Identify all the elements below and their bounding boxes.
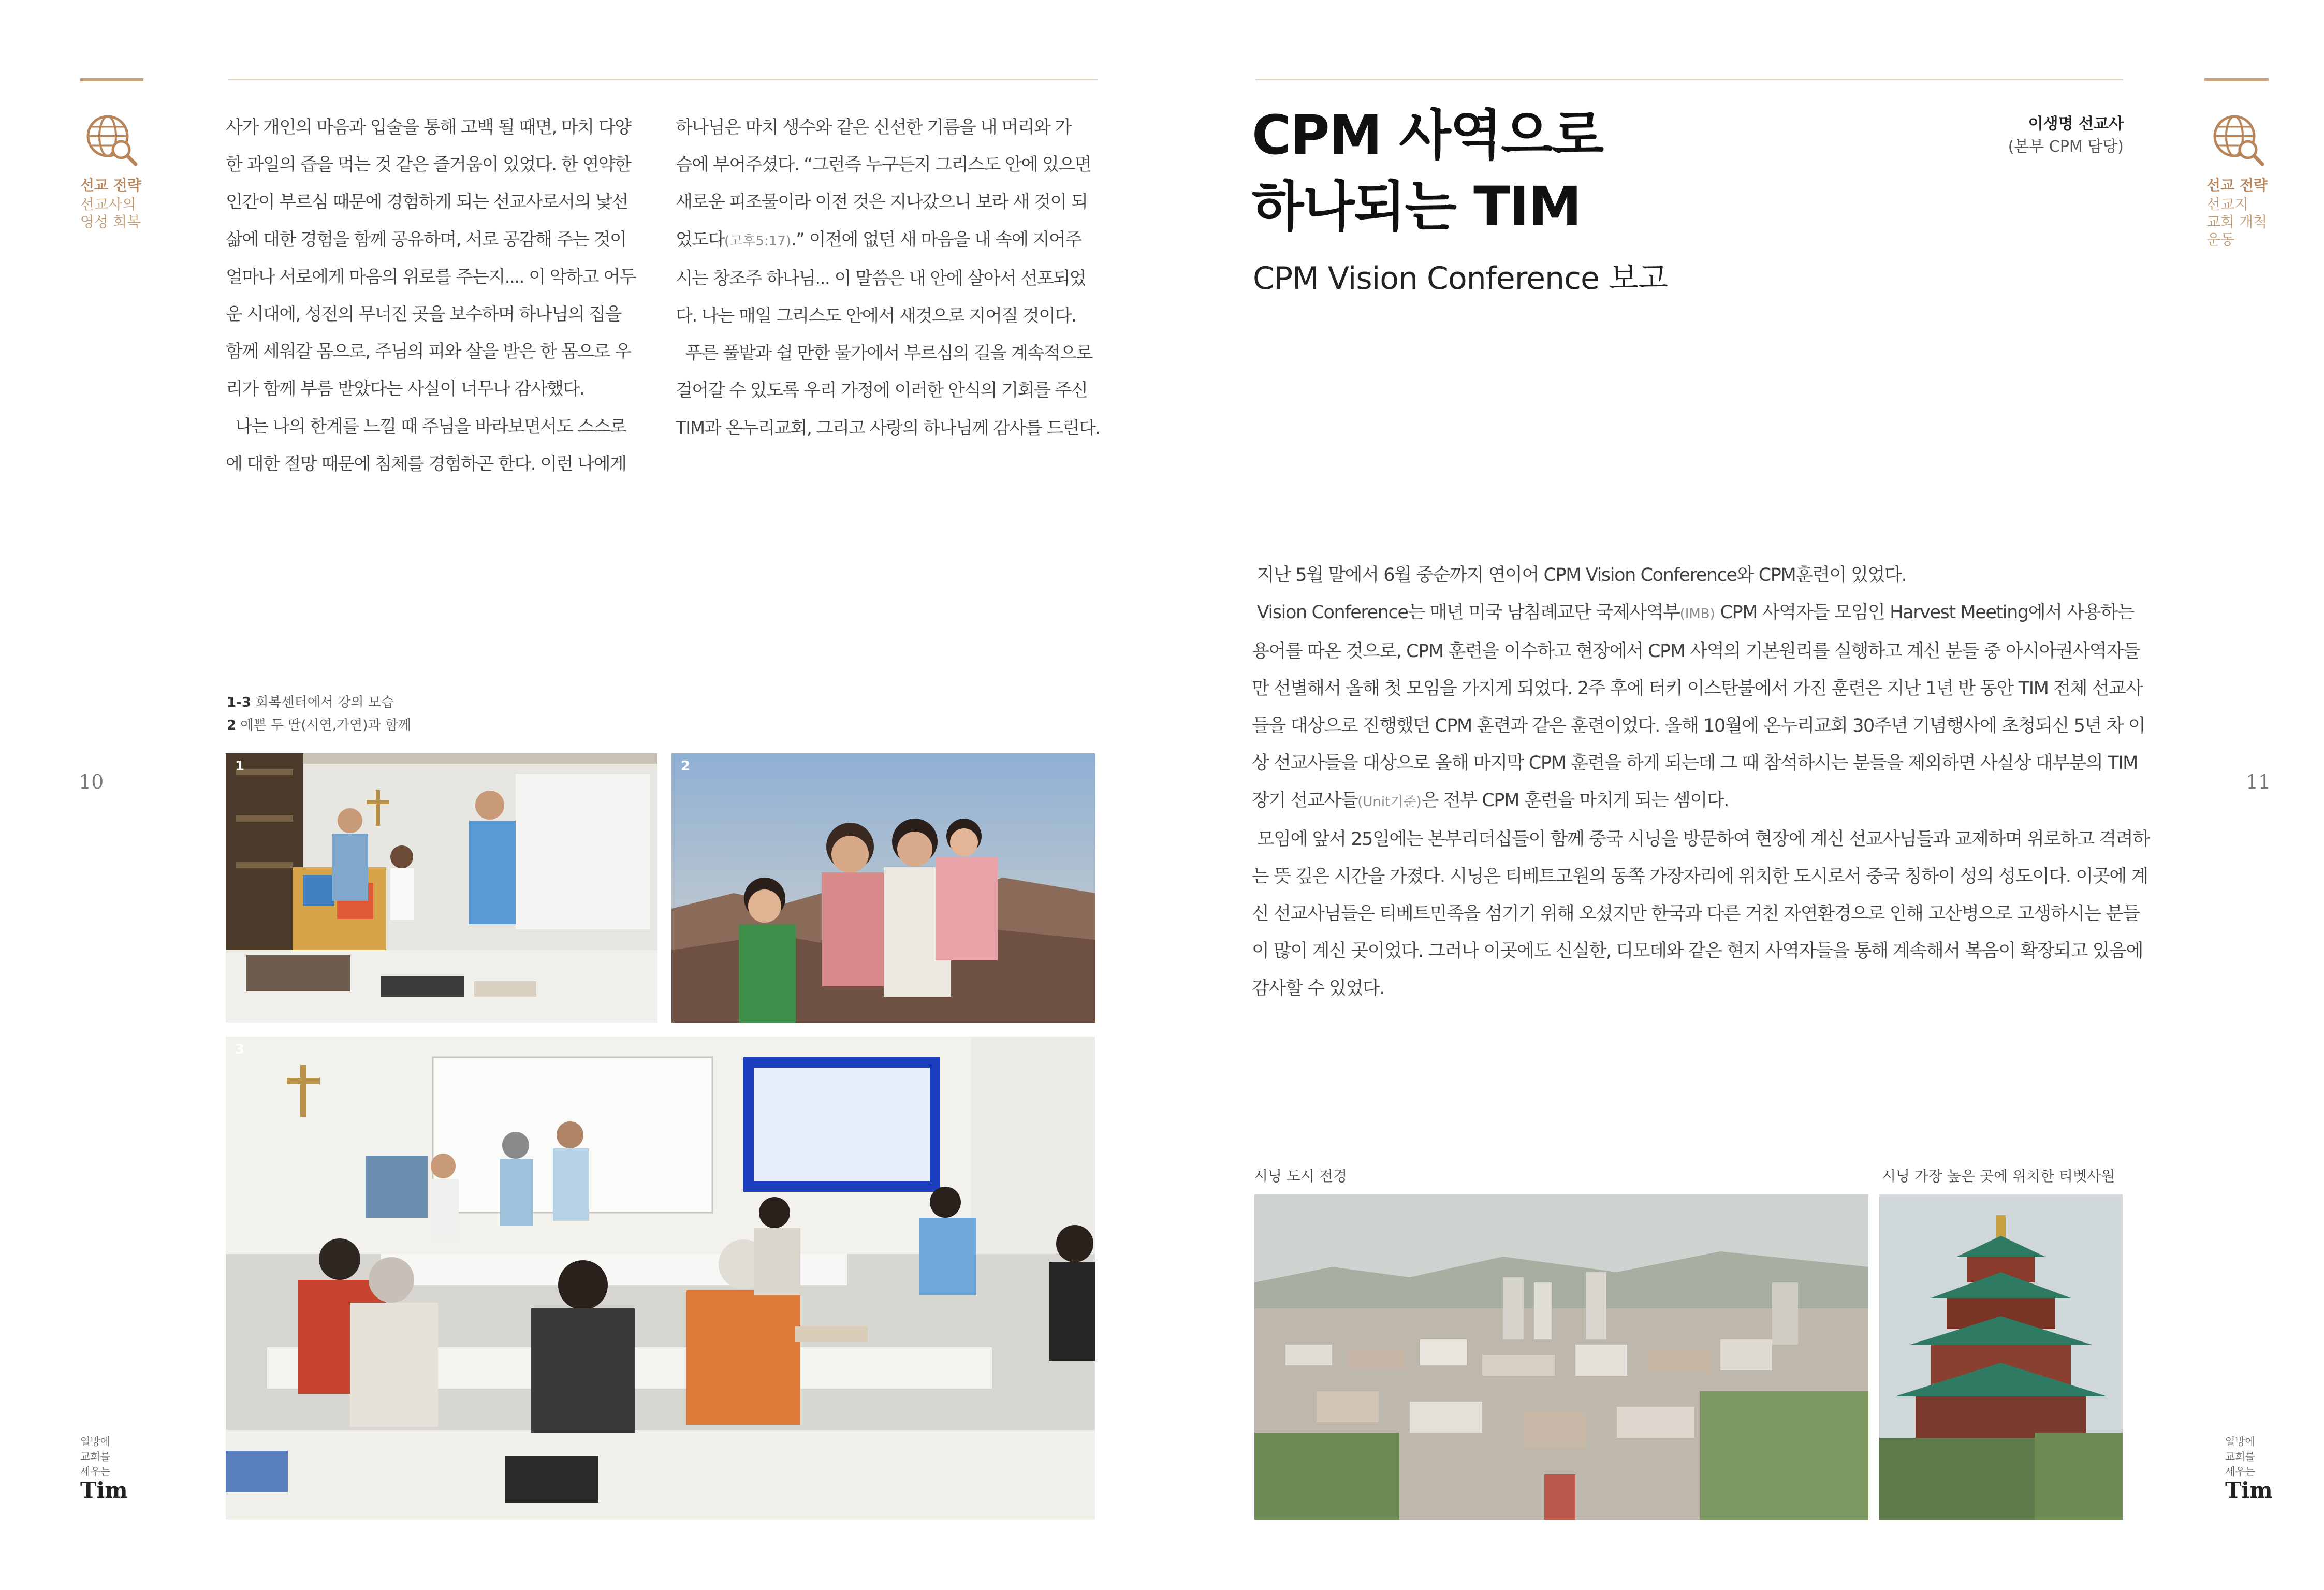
body-line: 하나님은 마치 생수와 같은 신선한 기름을 내 머리와 가 <box>676 117 1072 138</box>
article-body <box>1252 557 2150 1007</box>
left-accent-rule <box>80 78 143 81</box>
article-line: 모임에 앞서 25일에는 본부리더십들이 함께 중국 시닝을 방문하여 현장에 계신 선교사님들과 교제하며 위로하고 격려하 <box>1252 829 2150 850</box>
left-body-column-2 <box>676 109 1098 447</box>
body-line: 함께 세워갈 몸으로, 주님의 피와 살을 받은 한 몸으로 우 <box>226 341 631 362</box>
body-line: 사가 개인의 마음과 입술을 통해 고백 될 때면, 마치 다양 <box>226 117 631 138</box>
xining-city-photo <box>1254 1194 1868 1520</box>
headline-line: CPM 사역으로 <box>1252 104 1603 167</box>
author-role: (본부 CPM 담당) <box>2008 138 2124 156</box>
left-footer-logo <box>80 1434 128 1502</box>
article-line: 감사할 수 있었다. <box>1252 978 1385 999</box>
article-line: 장기 선교사들(Unit기준)은 전부 CPM 훈련을 마치게 되는 셈이다. <box>1252 790 1729 811</box>
tim-logo: Tim <box>2225 1478 2273 1503</box>
photo-number: 2 <box>681 758 691 774</box>
footer-line: 열방에 <box>80 1435 110 1448</box>
city-photo-caption: 시닝 도시 전경 <box>1254 1168 1348 1185</box>
photo-2-daughters <box>671 753 1095 1023</box>
right-category-sub-1: 선교지 <box>2206 196 2249 213</box>
temple-photo-caption: 시닝 가장 높은 곳에 위치한 티벳사원 <box>1882 1168 2115 1185</box>
article-line: 신 선교사님들은 티베트민족을 섬기기 위해 오셨지만 한국과 다른 거친 자연환경으로 인해 고산병으로 고생하시는 분들 <box>1252 903 2140 924</box>
body-line: 슴에 부어주셨다. “그런즉 누구든지 그리스도 안에 있으면 <box>676 154 1091 176</box>
bible-reference: (고후5:17) <box>724 233 791 249</box>
body-line: 한 과일의 즙을 먹는 것 같은 즐거움이 있었다. 한 연약한 <box>226 154 631 176</box>
footer-line: 세우는 <box>80 1465 110 1478</box>
footer-line: 세우는 <box>2225 1465 2255 1478</box>
left-category-title: 선교 전략 <box>80 177 141 194</box>
body-line: 다. 나는 매일 그리스도 안에서 새것으로 지어질 것이다. <box>676 305 1076 327</box>
body-line: 운 시대에, 성전의 무너진 곳을 보수하며 하나님의 집을 <box>226 304 622 325</box>
photo-number: 1 <box>235 758 245 774</box>
left-body-column-1 <box>226 109 645 483</box>
body-text: 었도다 <box>676 229 725 250</box>
body-line <box>676 221 1098 260</box>
article-line: Vision Conference는 매년 미국 남침례교단 국제사역부(IMB) CPM 사역자들 모임인 Harvest Meeting에서 사용하는 <box>1252 602 2134 623</box>
page-number-right: 11 <box>2246 770 2271 793</box>
article-line: 만 선별해서 올해 첫 모임을 가지게 되었다. 2주 후에 터키 이스탄불에서 가진 훈련은 지난 1년 반 동안 TIM 전체 선교사 <box>1252 678 2142 699</box>
page-number-left: 10 <box>79 770 104 793</box>
photo-3-classroom <box>226 1037 1095 1520</box>
left-category-sub-2: 영성 회복 <box>80 213 141 230</box>
article-headline <box>1252 99 1603 242</box>
tim-logo: Tim <box>80 1478 128 1503</box>
tibetan-temple-photo <box>1879 1194 2123 1520</box>
body-line: 삶에 대한 경험을 함께 공유하며, 서로 공감해 주는 것이 <box>226 229 626 250</box>
article-line: 용어를 따온 것으로, CPM 훈련을 이수하고 현장에서 CPM 사역의 기본원리를 실행하고 계신 분들 중 아시아권사역자들 <box>1252 641 2140 662</box>
footer-line: 교회를 <box>2225 1450 2255 1463</box>
body-line: 나는 나의 한계를 느낄 때 주님을 바라보면서도 스스로 <box>226 416 626 437</box>
article-line: 상 선교사들을 대상으로 올해 마지막 CPM 훈련을 하게 되는데 그 때 참석하시는 분들을 제외하면 사실상 대부분의 TIM <box>1252 753 2138 774</box>
body-line: 에 대한 절망 때문에 침체를 경험하곤 한다. 이런 나에게 <box>226 453 626 474</box>
body-line: 푸른 풀밭과 쉴 만한 물가에서 부르심의 길을 계속적으로 <box>676 343 1092 364</box>
body-line: 인간이 부르심 때문에 경험하게 되는 선교사로서의 낯선 <box>226 192 628 213</box>
photo-1-lecture <box>226 753 657 1023</box>
globe-search-icon <box>83 111 140 168</box>
author-byline <box>2008 113 2124 158</box>
article-line: 들을 대상으로 진행했던 CPM 훈련과 같은 훈련이었다. 올해 10월에 온누리교회 30주년 기념행사에 초청되신 5년 차 이 <box>1252 716 2145 736</box>
globe-search-icon <box>2210 111 2267 168</box>
unit-reference: (Unit기준) <box>1357 794 1422 810</box>
body-line: 새로운 피조물이라 이전 것은 지나갔으니 보라 새 것이 되 <box>676 192 1088 213</box>
body-line: 시는 창조주 하나님... 이 말씀은 내 안에 살아서 선포되었 <box>676 268 1086 289</box>
photo-captions <box>227 691 411 737</box>
article-subheadline: CPM Vision Conference 보고 <box>1253 260 1668 297</box>
right-category-sub-2: 교회 개척 <box>2206 213 2268 230</box>
left-category-sub-1: 선교사의 <box>80 196 137 213</box>
abbr-reference: (IMB) <box>1679 606 1715 622</box>
headline-line: 하나되는 TIM <box>1252 175 1581 238</box>
body-line: 리가 함께 부름 받았다는 사실이 너무나 감사했다. <box>226 378 584 400</box>
body-line: 걸어갈 수 있도록 우리 가정에 이러한 안식의 기회를 주신 <box>676 380 1088 401</box>
body-line: TIM과 온누리교회, 그리고 사랑의 하나님께 감사를 드린다. <box>676 417 1100 439</box>
author-name: 이생명 선교사 <box>2028 115 2124 133</box>
photo-caption: 2 예쁜 두 딸(시연,가연)과 함께 <box>227 718 411 733</box>
body-line: 얼마나 서로에게 마음의 위로를 주는지.... 이 악하고 어두 <box>226 266 636 287</box>
footer-line: 열방에 <box>2225 1435 2255 1448</box>
article-line: 이 많이 계신 곳이었다. 그러나 이곳에도 신실한, 디모데와 같은 현지 사역자들을 통해 계속해서 복음이 확장되고 있음에 <box>1252 941 2143 961</box>
right-category-title: 선교 전략 <box>2206 177 2268 194</box>
footer-line: 교회를 <box>80 1450 110 1463</box>
body-text: .” 이전에 없던 새 마음을 내 속에 지어주 <box>791 229 1081 250</box>
left-top-rule <box>228 79 1098 80</box>
right-top-rule <box>1255 79 2123 80</box>
right-footer-logo <box>2225 1434 2273 1502</box>
right-category-sub-3: 운동 <box>2206 231 2235 248</box>
article-line: 지난 5월 말에서 6월 중순까지 연이어 CPM Vision Conference와 CPM훈련이 있었다. <box>1252 565 1907 586</box>
right-accent-rule <box>2204 78 2269 81</box>
photo-number: 3 <box>235 1042 245 1057</box>
article-line: 는 뜻 깊은 시간을 가졌다. 시닝은 티베트고원의 동쪽 가장자리에 위치한 도시로서 중국 칭하이 성의 성도이다. 이곳에 계 <box>1252 866 2148 887</box>
photo-caption: 1-3 회복센터에서 강의 모습 <box>227 695 394 710</box>
